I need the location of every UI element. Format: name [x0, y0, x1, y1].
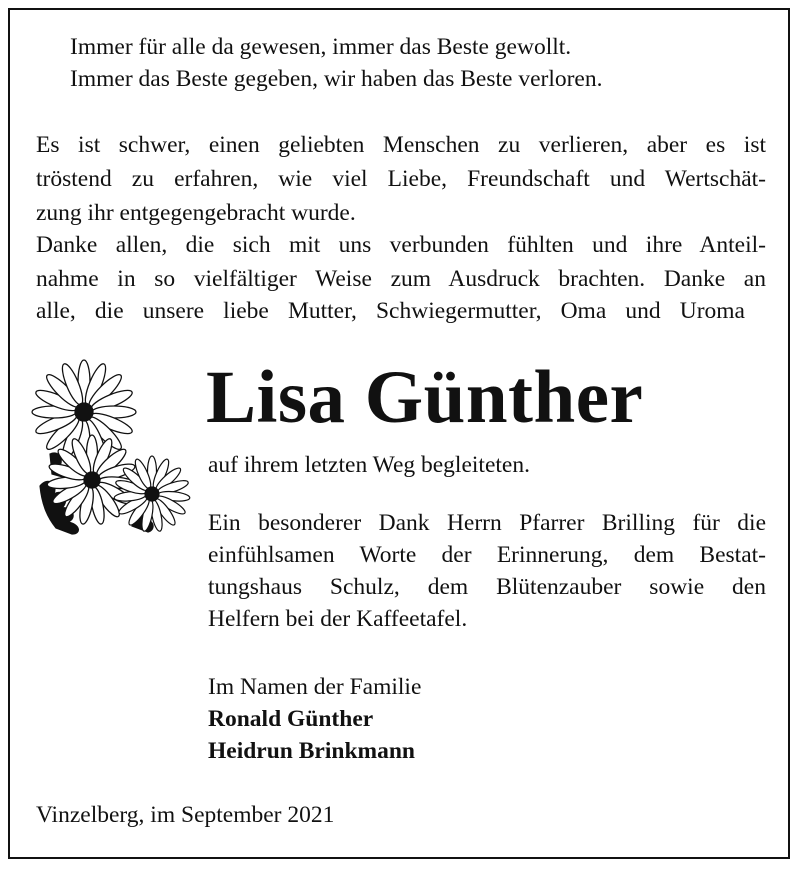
motto-line-2: Immer das Beste gegeben, wir haben das Beste verloren. [70, 66, 603, 92]
after-name-text: auf ihrem letzten Weg begleiteten. [208, 452, 530, 478]
flowers-icon [28, 358, 200, 536]
signature-intro: Im Namen der Familie [208, 674, 422, 700]
intro-line-6: alle, die unsere liebe Mutter, Schwiegermutter, Oma und Uroma [36, 298, 745, 324]
thanks-line-3: tungshaus Schulz, dem Blütenzauber sowie den [208, 574, 766, 600]
intro-line-1: Es ist schwer, einen geliebten Menschen zu verlieren, aber es ist [36, 132, 766, 158]
thanks-line-2: einfühlsamen Worte der Erinnerung, dem Bestat- [208, 542, 766, 568]
intro-line-5: nahme in so vielfältiger Weise zum Ausdruck brachten. Danke an [36, 266, 766, 292]
signature-name-1: Ronald Günther [208, 706, 374, 732]
thanks-line-4: Helfern bei der Kaffeetafel. [208, 606, 468, 632]
intro-line-3: zung ihr entgegengebracht wurde. [36, 200, 356, 226]
deceased-name: Lisa Günther [206, 356, 644, 439]
intro-line-2: tröstend zu erfahren, wie viel Liebe, Freundschaft und Wertschät- [36, 166, 766, 192]
intro-line-4: Danke allen, die sich mit uns verbunden fühlten und ihre Anteil- [36, 232, 766, 258]
thanks-line-1: Ein besonderer Dank Herrn Pfarrer Brilling für die [208, 510, 766, 536]
place-date: Vinzelberg, im September 2021 [36, 802, 335, 828]
motto-line-1: Immer für alle da gewesen, immer das Beste gewollt. [70, 34, 572, 60]
signature-name-2: Heidrun Brinkmann [208, 738, 415, 764]
